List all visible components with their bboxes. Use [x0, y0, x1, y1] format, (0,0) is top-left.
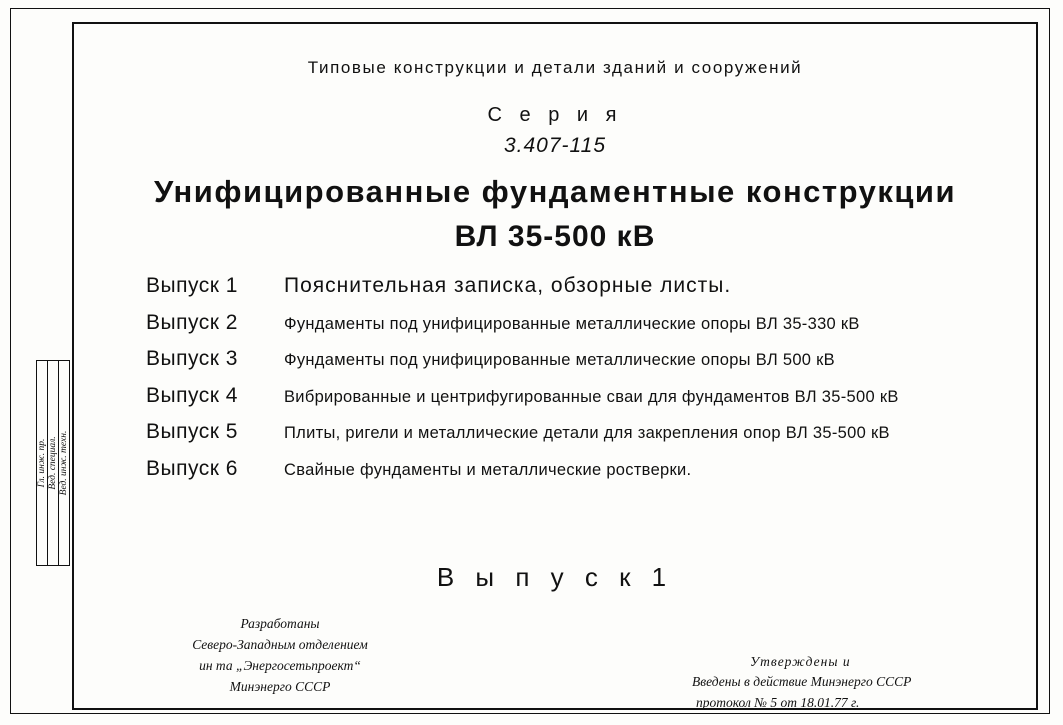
approval-block — [692, 652, 1022, 713]
stamp-column-chief-engineer — [37, 361, 48, 565]
list-item — [146, 311, 1026, 339]
issue-label: Выпуск 4 — [146, 383, 238, 407]
stamp-column-lead-specialist — [48, 361, 59, 565]
issue-label: Выпуск 3 — [146, 347, 238, 370]
page-title: Унифицированные фундаментные конструкции — [153, 174, 957, 209]
issue-label: Выпуск 2 — [146, 310, 238, 334]
stamp-caption: Вед. специал. — [48, 436, 58, 490]
issue-text: Вибрированные и центрифугированные сваи для фундаментов ВЛ 35-500 кВ — [284, 387, 899, 406]
developer-line-1: Разработаны — [240, 616, 320, 631]
title-block-content — [72, 22, 1038, 710]
list-item — [146, 420, 1026, 448]
current-issue-label: В ы п у с к 1 — [436, 562, 674, 592]
stamp-column-lead-technician — [59, 361, 69, 565]
issue-label: Выпуск 6 — [146, 456, 238, 480]
developer-block — [130, 614, 430, 698]
approval-line-2: Введены в действие Минэнерго СССР — [692, 674, 912, 690]
list-item — [146, 457, 1026, 485]
list-item — [146, 274, 1026, 302]
stamp-caption: Вед. инж. техн. — [59, 430, 69, 496]
issue-text: Фундаменты под унифицированные металлические опоры ВЛ 500 кВ — [284, 351, 835, 369]
issue-text: Пояснительная записка, обзорные листы. — [284, 274, 732, 297]
issue-label: Выпуск 1 — [146, 274, 238, 297]
issue-text: Фундаменты под унифицированные металлические опоры ВЛ 35-330 кВ — [284, 314, 860, 333]
developer-line-3: ин та „Энергосетьпроект“ — [199, 657, 361, 673]
stamp-caption: Гл. инж. пр. — [37, 438, 47, 488]
side-signature-stamp — [36, 360, 70, 566]
issue-label: Выпуск 5 — [146, 420, 238, 443]
issue-text: Свайные фундаменты и металлические ростверки. — [284, 460, 692, 479]
developer-line-2: Северо-Западным отделением — [192, 636, 368, 652]
document-header-line: Типовые конструкции и детали зданий и сооружений — [307, 58, 803, 77]
approval-line-3: протокол № 5 от 18.01.77 г. — [696, 694, 860, 710]
series-word: С е р и я — [487, 104, 623, 126]
issue-list — [146, 274, 1026, 493]
issue-text: Плиты, ригели и металлические детали для закрепления опор ВЛ 35-500 кВ — [284, 424, 890, 442]
approval-line-1: Утверждены и — [750, 654, 851, 669]
page-subtitle: ВЛ 35-500 кВ — [454, 220, 656, 253]
list-item — [146, 384, 1026, 412]
list-item — [146, 347, 1026, 375]
developer-line-4: Минэнерго СССР — [229, 678, 331, 694]
series-number: 3.407-115 — [503, 134, 607, 157]
